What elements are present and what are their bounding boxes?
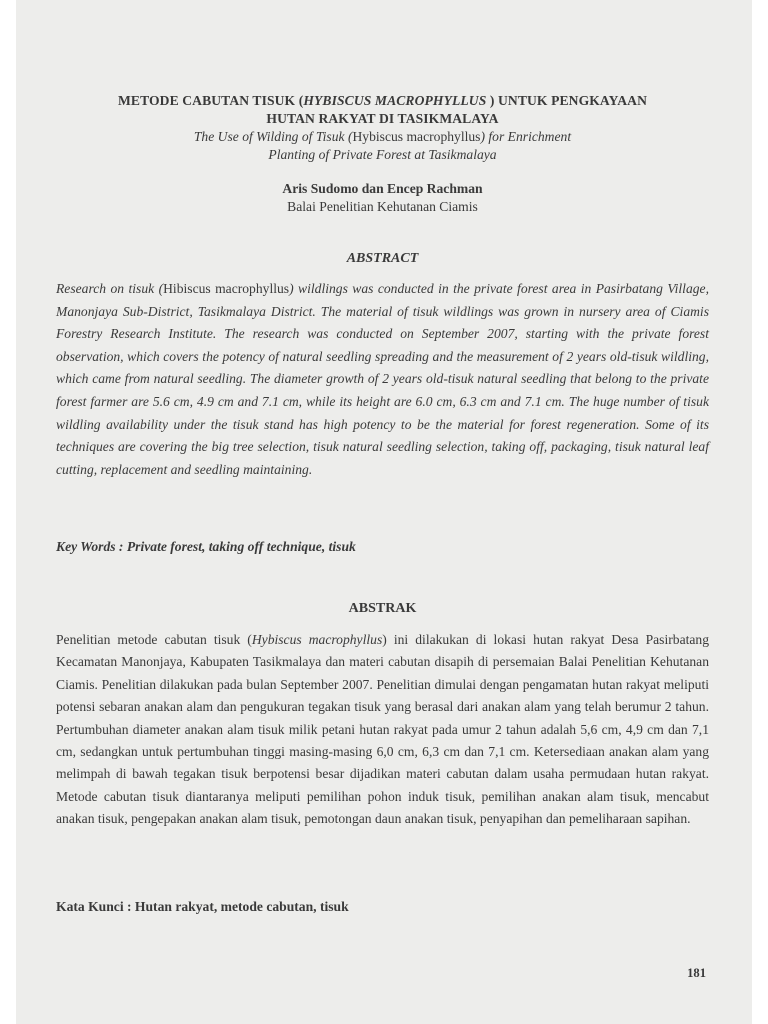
abstract-heading: ABSTRACT [346, 251, 419, 266]
subtitle-line-2: Planting of Private Forest at Tasikmalaya [268, 147, 497, 162]
abstrak-text: ) ini dilakukan di lokasi hutan rakyat Desa Pasirbatang Kecamatan Manonjaya, Kabupaten Tasikmalaya dan materi cabutan disapih di persemaian Balai Penelitian Kehutanan Ciamis. Penelitian dilakukan pada bulan September 2007. Penelitian dimulai dengan pengamatan hutan rakyat meliputi potensi sebaran anakan alam dan pengukuran tegakan tisuk yang berasal dari anakan alam yang telah berumur 2 tahun. Pertumbuhan diameter anakan alam tisuk milik petani hutan rakyat pada umur 2 tahun adalah 5,6 cm, 4,9 cm dan 7,1 cm, sedangkan untuk pertumbuhan tinggi masing-masing 6,0 cm, 6,3 cm dan 7,1 cm. Ketersediaan anakan alam yang melimpah di bawah tegakan tisuk berpotensi besar dijadikan materi cabutan dalam usaha permudaan hutan rakyat. Metode cabutan tisuk diantaranya meliputi pemilihan pohon induk tisuk, pemilihan anakan alam tisuk, mencabut anakan tisuk, pengepakan anakan alam tisuk, pemotongan daun anakan tisuk, penyapihan dan pemeliharaan sapihan. [56, 632, 710, 827]
title-prefix: METODE CABUTAN TISUK ( [117, 93, 304, 108]
title-suffix: ) UNTUK PENGKAYAAN [486, 93, 648, 108]
abstract-prefix: Research on tisuk ( [56, 281, 164, 296]
abstract-text: ) wildlings was conducted in the private forest area in Pasirbatang Village, Manonjaya Sub-District, Tasikmalaya District. The material of tisuk wildlings was grown in nursery area of Ciamis Forestry Research Institute. The research was conducted on September 2007, starting with the private forest observation, which covers the potency of natural seedling spreading and the measurement of 2 years old-tisuk wildling, which came from natural seedling. The diameter growth of 2 years old-tisuk natural seedling that belong to the private forest farmer are 5.6 cm, 4.9 cm and 7.1 cm, while its height are 6.0 cm, 6.3 cm and 7.1 cm. The huge number of tisuk wildling availability under the tisuk stand has high potency to be the material for forest regeneration. Some of its techniques are covering the big tree selection, tisuk natural seedling selection, taking off, packaging, tisuk natural leaf cutting, replacement and seedling maintaining. [56, 281, 709, 477]
title-species: HYBISCUS MACROPHYLLUS [303, 93, 487, 108]
journal-page [16, 0, 752, 1024]
keywords: Key Words : Private forest, taking off technique, tisuk [56, 539, 356, 554]
title-line-2: HUTAN RAKYAT DI TASIKMALAYA [266, 111, 499, 126]
subtitle-suffix: ) for Enrichment [480, 129, 572, 144]
abstrak-prefix: Penelitian metode cabutan tisuk ( [56, 632, 252, 647]
kata-kunci: Kata Kunci : Hutan rakyat, metode cabutan, tisuk [56, 899, 349, 914]
title-line-1 [56, 92, 709, 110]
authors: Aris Sudomo dan Encep Rachman [282, 181, 483, 196]
abstract-species: Hibiscus macrophyllus [163, 281, 290, 296]
paper-subtitle [56, 128, 709, 164]
subtitle-species: Hybiscus macrophyllus [352, 129, 481, 144]
page-number: 181 [687, 966, 706, 980]
abstract-paragraph [56, 278, 709, 481]
subtitle-line-1 [56, 128, 709, 146]
abstrak-heading: ABSTRAK [348, 601, 417, 616]
paper-title [56, 92, 709, 128]
abstrak-paragraph [56, 629, 709, 831]
affiliation: Balai Penelitian Kehutanan Ciamis [287, 199, 478, 214]
subtitle-prefix: The Use of Wilding of Tisuk ( [193, 129, 353, 144]
abstrak-species: Hybiscus macrophyllus [251, 632, 383, 647]
